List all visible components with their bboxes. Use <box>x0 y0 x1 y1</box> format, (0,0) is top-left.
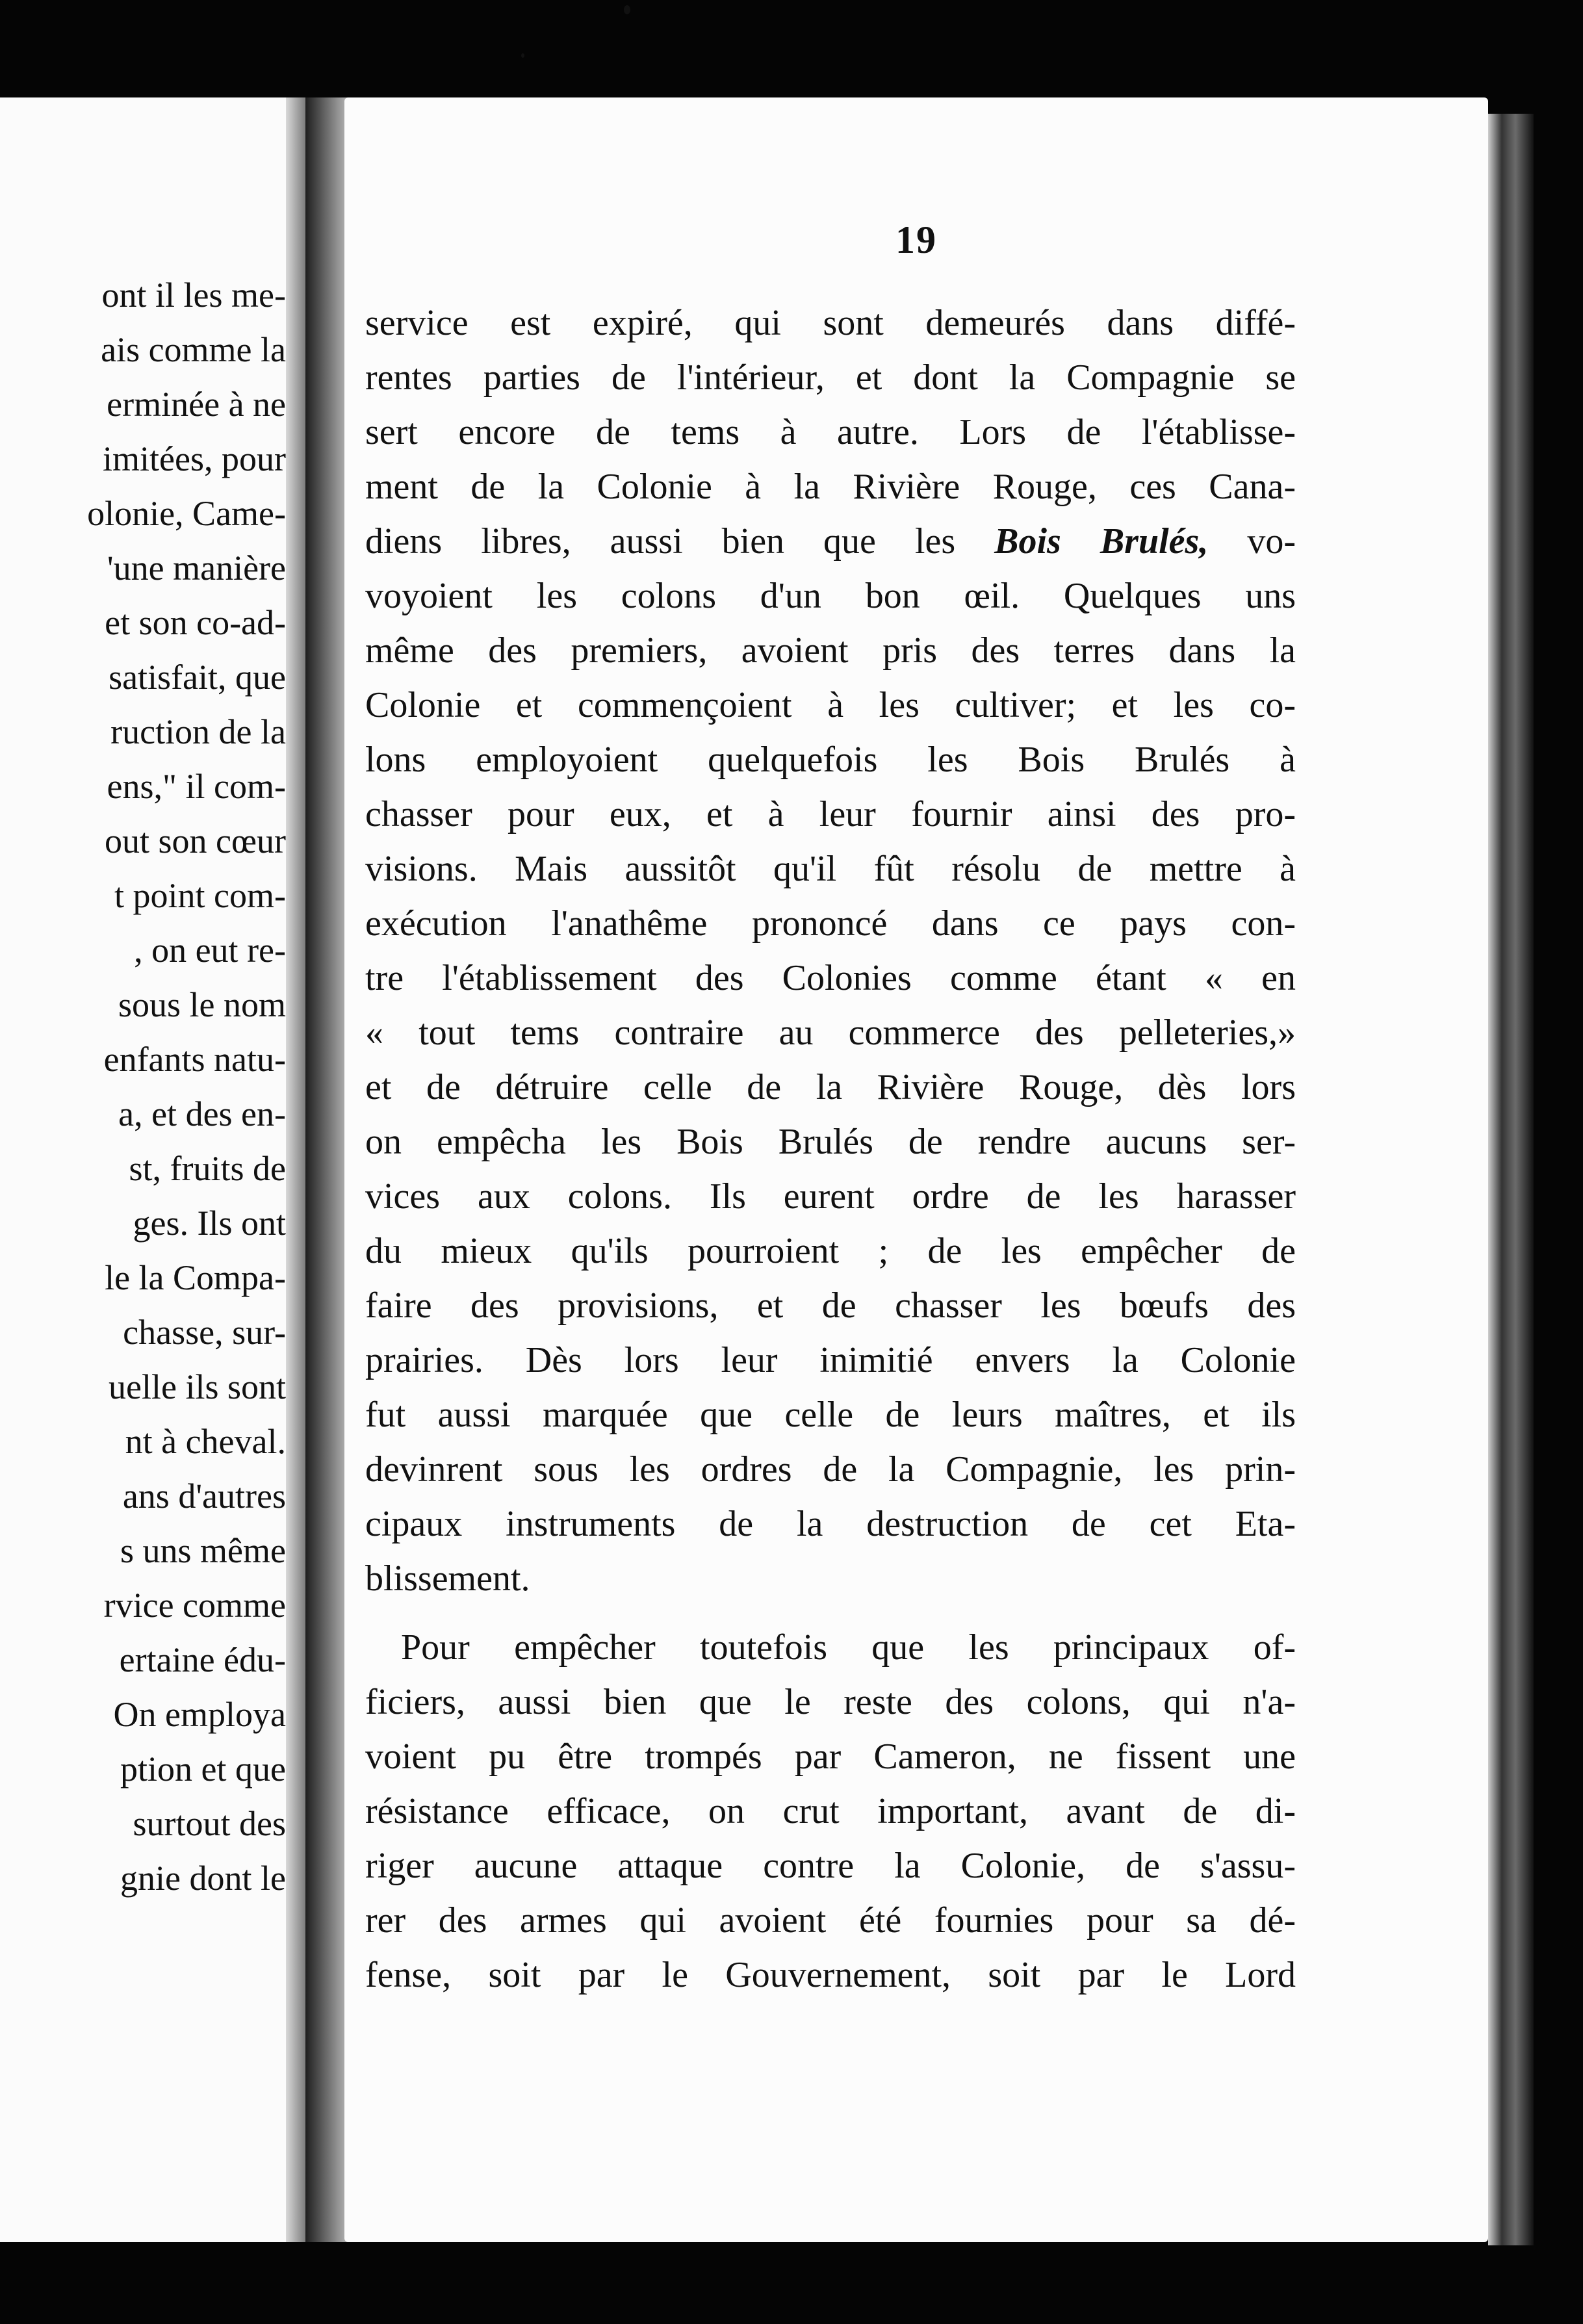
body-text <box>365 296 1296 2002</box>
text-line: et de détruire celle de la Rivière Rouge, dès lors <box>365 1067 1296 1107</box>
left-page-line: surtout des <box>133 1804 286 1843</box>
text-line: voyoient les colons d'un bon œil. Quelques uns <box>365 576 1296 616</box>
text-line: lons employoient quelquefois les Bois Brulés à <box>365 740 1296 780</box>
left-page-line: t point com- <box>114 876 286 915</box>
left-page-line: ais comme la <box>101 330 286 369</box>
text-line: tre l'établissement des Colonies comme étant « en <box>365 958 1296 998</box>
left-page-line: gnie dont le <box>120 1859 286 1898</box>
text-line: fense, soit par le Gouvernement, soit par le Lord <box>365 1955 1296 1995</box>
text-line: Colonie et commençoient à les cultiver; et les co- <box>365 685 1296 725</box>
left-page-line: On employa <box>113 1695 286 1734</box>
left-page-line: uelle ils sont <box>109 1367 286 1406</box>
text-line: blissement. <box>365 1558 530 1599</box>
text-line: chasser pour eux, et à leur fournir ainsi des pro- <box>365 794 1296 834</box>
text-line: résistance efficace, on crut important, avant de di- <box>365 1791 1296 1831</box>
text-line: vices aux colons. Ils eurent ordre de les harasser <box>365 1176 1296 1217</box>
text-line: service est expiré, qui sont demeurés dans diffé- <box>365 303 1296 343</box>
italic-phrase: Bois Brulés, <box>994 521 1209 562</box>
text-line: on empêcha les Bois Brulés de rendre aucuns ser- <box>365 1122 1296 1162</box>
text-line: faire des provisions, et de chasser les bœufs des <box>365 1285 1296 1326</box>
text-line: rentes parties de l'intérieur, et dont la Compagnie se <box>365 357 1296 398</box>
text-line: exécution l'anathême prononcé dans ce pays con- <box>365 903 1296 944</box>
left-page-line: 'une manière <box>107 549 286 587</box>
left-page-line: s uns même <box>120 1531 286 1570</box>
left-page-line: ens," il com- <box>107 767 286 806</box>
left-page-line: ertaine édu- <box>119 1640 286 1679</box>
left-page-line: le la Compa- <box>105 1258 286 1297</box>
text-segment: vo- <box>1208 521 1296 562</box>
left-page-line: , on eut re- <box>134 931 286 970</box>
text-segment: diens libres, aussi bien que les <box>365 521 995 562</box>
text-line: visions. Mais aussitôt qu'il fût résolu de mettre à <box>365 849 1296 889</box>
text-line: riger aucune attaque contre la Colonie, de s'assu- <box>365 1846 1296 1886</box>
scan-speck <box>521 53 524 58</box>
left-page-line: nt à cheval. <box>125 1422 286 1461</box>
text-line: devinrent sous les ordres de la Compagnie, les prin- <box>365 1449 1296 1490</box>
left-page-line: chasse, sur- <box>123 1313 286 1352</box>
left-page-line: ges. Ils ont <box>133 1204 286 1243</box>
text-line: voient pu être trompés par Cameron, ne fissent une <box>365 1737 1296 1777</box>
text-line: ment de la Colonie à la Rivière Rouge, ces Cana- <box>365 467 1296 507</box>
left-page-line: rvice comme <box>103 1586 286 1625</box>
left-page-line: sous le nom <box>118 985 286 1024</box>
right-page-edge <box>1488 114 1534 2245</box>
left-page-line: olonie, Came- <box>87 494 286 533</box>
text-line: Pour empêcher toutefois que les principaux of- <box>401 1627 1296 1668</box>
text-line: cipaux instruments de la destruction de cet Eta- <box>365 1504 1296 1544</box>
left-page-line: a, et des en- <box>118 1094 286 1133</box>
right-page <box>344 97 1488 2242</box>
left-page-text <box>0 268 286 1905</box>
page-number: 19 <box>895 218 937 261</box>
left-page-line: st, fruits de <box>129 1149 286 1188</box>
text-line: fut aussi marquée que celle de leurs maîtres, et ils <box>365 1395 1296 1435</box>
left-page-line: ption et que <box>120 1749 286 1788</box>
text-line: « tout tems contraire au commerce des pelleteries,» <box>365 1013 1296 1053</box>
text-line: du mieux qu'ils pourroient ; de les empêcher de <box>365 1231 1296 1271</box>
left-page-line: ont il les me- <box>101 276 286 315</box>
left-page-line: enfants natu- <box>103 1040 286 1079</box>
left-page-line: out son cœur <box>105 821 286 860</box>
text-line: ficiers, aussi bien que le reste des colons, qui n'a- <box>365 1682 1296 1722</box>
left-page <box>0 97 299 2242</box>
text-line-with-italic <box>365 514 1296 569</box>
text-line: prairies. Dès lors leur inimitié envers la Colonie <box>365 1340 1296 1380</box>
text-line: sert encore de tems à autre. Lors de l'établisse- <box>365 412 1296 452</box>
left-page-line: ruction de la <box>110 712 286 751</box>
left-page-line: imitées, pour <box>103 439 286 478</box>
left-page-line: satisfait, que <box>109 658 286 697</box>
left-page-line: erminée à ne <box>107 385 286 424</box>
left-page-line: ans d'autres <box>122 1477 286 1516</box>
text-line: rer des armes qui avoient été fournies pour sa dé- <box>365 1900 1296 1941</box>
left-page-line: et son co-ad- <box>105 603 286 642</box>
scan-speck <box>624 5 630 14</box>
text-line: même des premiers, avoient pris des terres dans la <box>365 630 1296 671</box>
